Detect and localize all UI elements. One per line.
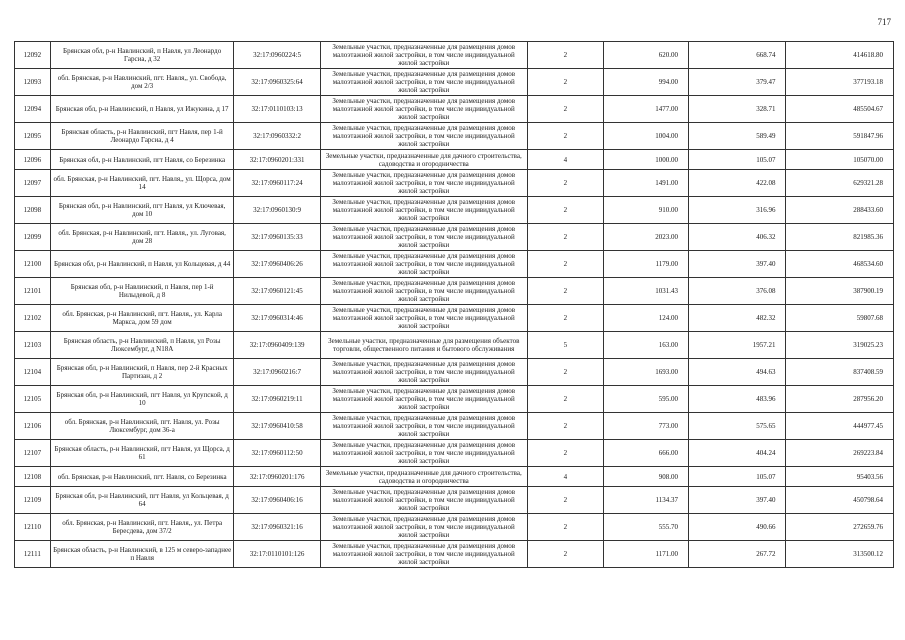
- table-row: [15, 251, 894, 278]
- land-use-cell: Земельные участки, предназначенные для размещения домов малоэтажной жилой застройки, в том числе индивидуальной жилой застройки: [320, 197, 527, 224]
- use-code-cell: 2: [527, 386, 603, 413]
- specific-value-cell: 105.07: [689, 467, 786, 487]
- area-cell: 124.00: [603, 305, 688, 332]
- address-cell: Брянская обл, р-н Навлинский, п Навля, пер 2-й Красных Партизан, д 2: [50, 359, 234, 386]
- cadastral-value-cell: 629321.28: [786, 170, 894, 197]
- parcel-id-cell: 12093: [15, 69, 51, 96]
- cadastral-value-cell: 591847.96: [786, 123, 894, 150]
- specific-value-cell: 422.08: [689, 170, 786, 197]
- land-use-cell: Земельные участки, предназначенные для размещения домов малоэтажной жилой застройки, в том числе индивидуальной жилой застройки: [320, 386, 527, 413]
- land-use-cell: Земельные участки, предназначенные для размещения домов малоэтажной жилой застройки, в том числе индивидуальной жилой застройки: [320, 487, 527, 514]
- cadastral-number-cell: 32:17:0960406:16: [234, 487, 320, 514]
- land-use-cell: Земельные участки, предназначенные для размещения домов малоэтажной жилой застройки, в том числе индивидуальной жилой застройки: [320, 123, 527, 150]
- land-use-cell: Земельные участки, предназначенные для размещения домов малоэтажной жилой застройки, в том числе индивидуальной жилой застройки: [320, 305, 527, 332]
- table-row: [15, 123, 894, 150]
- area-cell: 1134.37: [603, 487, 688, 514]
- table-row: [15, 386, 894, 413]
- parcel-id-cell: 12109: [15, 487, 51, 514]
- area-cell: 908.00: [603, 467, 688, 487]
- cadastral-value-cell: 319025.23: [786, 332, 894, 359]
- table-row: [15, 541, 894, 568]
- specific-value-cell: 494.63: [689, 359, 786, 386]
- parcel-id-cell: 12110: [15, 514, 51, 541]
- cadastral-number-cell: 32:17:0960117:24: [234, 170, 320, 197]
- cadastral-value-cell: 837408.59: [786, 359, 894, 386]
- parcel-id-cell: 12106: [15, 413, 51, 440]
- land-use-cell: Земельные участки, предназначенные для дачного строительства, садоводства и огородничества: [320, 150, 527, 170]
- table-row: [15, 278, 894, 305]
- area-cell: 994.00: [603, 69, 688, 96]
- cadastral-number-cell: 32:17:0960224:5: [234, 42, 320, 69]
- specific-value-cell: 406.32: [689, 224, 786, 251]
- specific-value-cell: 1957.21: [689, 332, 786, 359]
- specific-value-cell: 404.24: [689, 440, 786, 467]
- area-cell: 1491.00: [603, 170, 688, 197]
- cadastral-value-cell: 414618.80: [786, 42, 894, 69]
- specific-value-cell: 397.40: [689, 487, 786, 514]
- land-use-cell: Земельные участки, предназначенные для размещения домов малоэтажной жилой застройки, в том числе индивидуальной жилой застройки: [320, 440, 527, 467]
- address-cell: Брянская обл, р-н Навлинский, пгт Навля, ул Кольцевая, д 64: [50, 487, 234, 514]
- use-code-cell: 2: [527, 170, 603, 197]
- address-cell: Брянская область, р-н Навлинский, пгт Навля, ул Щорса, д 61: [50, 440, 234, 467]
- use-code-cell: 2: [527, 413, 603, 440]
- parcel-id-cell: 12108: [15, 467, 51, 487]
- use-code-cell: 2: [527, 123, 603, 150]
- address-cell: Брянская область, р-н Навлинский, п Навля, ул Розы Люксембург, д N18А: [50, 332, 234, 359]
- use-code-cell: 2: [527, 359, 603, 386]
- table-row: [15, 514, 894, 541]
- area-cell: 910.00: [603, 197, 688, 224]
- cadastral-number-cell: 32:17:0960130:9: [234, 197, 320, 224]
- cadastral-number-cell: 32:17:0960325:64: [234, 69, 320, 96]
- address-cell: Брянская обл, р-н Навлинский, п Навля, пер 1-й Нилыдевой, д 8: [50, 278, 234, 305]
- specific-value-cell: 668.74: [689, 42, 786, 69]
- use-code-cell: 2: [527, 197, 603, 224]
- parcel-id-cell: 12094: [15, 96, 51, 123]
- cadastral-number-cell: 32:17:0110101:126: [234, 541, 320, 568]
- cadastral-number-cell: 32:17:0960332:2: [234, 123, 320, 150]
- cadastral-number-cell: 32:17:0960410:58: [234, 413, 320, 440]
- page-number: 717: [877, 17, 891, 27]
- use-code-cell: 5: [527, 332, 603, 359]
- use-code-cell: 4: [527, 150, 603, 170]
- cadastral-value-cell: 59807.68: [786, 305, 894, 332]
- use-code-cell: 2: [527, 42, 603, 69]
- use-code-cell: 2: [527, 440, 603, 467]
- parcel-id-cell: 12107: [15, 440, 51, 467]
- area-cell: 1031.43: [603, 278, 688, 305]
- parcel-id-cell: 12111: [15, 541, 51, 568]
- specific-value-cell: 490.66: [689, 514, 786, 541]
- specific-value-cell: 376.08: [689, 278, 786, 305]
- parcel-id-cell: 12105: [15, 386, 51, 413]
- table-row: [15, 224, 894, 251]
- land-use-cell: Земельные участки, предназначенные для размещения домов малоэтажной жилой застройки, в том числе индивидуальной жилой застройки: [320, 69, 527, 96]
- land-use-cell: Земельные участки, предназначенные для размещения домов малоэтажной жилой застройки, в том числе индивидуальной жилой застройки: [320, 359, 527, 386]
- land-use-cell: Земельные участки, предназначенные для размещения домов малоэтажной жилой застройки, в том числе индивидуальной жилой застройки: [320, 170, 527, 197]
- table-row: [15, 150, 894, 170]
- specific-value-cell: 575.65: [689, 413, 786, 440]
- address-cell: Брянская обл, р-н Навлинский, пгт Навля, ул Ключевая, дом 10: [50, 197, 234, 224]
- area-cell: 1004.00: [603, 123, 688, 150]
- use-code-cell: 2: [527, 224, 603, 251]
- address-cell: обл. Брянская, р-н Навлинский, пгт. Навля,, ул. Луговая, дом 28: [50, 224, 234, 251]
- cadastral-value-cell: 444977.45: [786, 413, 894, 440]
- land-use-cell: Земельные участки, предназначенные для размещения домов малоэтажной жилой застройки, в том числе индивидуальной жилой застройки: [320, 42, 527, 69]
- table-row: [15, 413, 894, 440]
- area-cell: 666.00: [603, 440, 688, 467]
- cadastral-value-cell: 468534.60: [786, 251, 894, 278]
- cadastral-number-cell: 32:17:0960219:11: [234, 386, 320, 413]
- use-code-cell: 2: [527, 69, 603, 96]
- cadastral-number-cell: 32:17:0110103:13: [234, 96, 320, 123]
- use-code-cell: 2: [527, 251, 603, 278]
- land-use-cell: Земельные участки, предназначенные для размещения домов малоэтажной жилой застройки, в том числе индивидуальной жилой застройки: [320, 224, 527, 251]
- land-use-cell: Земельные участки, предназначенные для размещения домов малоэтажной жилой застройки, в том числе индивидуальной жилой застройки: [320, 96, 527, 123]
- area-cell: 163.00: [603, 332, 688, 359]
- parcel-id-cell: 12092: [15, 42, 51, 69]
- cadastral-number-cell: 32:17:0960112:50: [234, 440, 320, 467]
- address-cell: Брянская обл, р-н Навлинский, пгт Навля, ул Крупской, д 10: [50, 386, 234, 413]
- cadastral-number-cell: 32:17:0960314:46: [234, 305, 320, 332]
- cadastral-number-cell: 32:17:0960121:45: [234, 278, 320, 305]
- area-cell: 1693.00: [603, 359, 688, 386]
- parcel-id-cell: 12099: [15, 224, 51, 251]
- specific-value-cell: 267.72: [689, 541, 786, 568]
- parcel-id-cell: 12096: [15, 150, 51, 170]
- table-row: [15, 96, 894, 123]
- parcel-id-cell: 12101: [15, 278, 51, 305]
- area-cell: 1477.00: [603, 96, 688, 123]
- cadastral-number-cell: 32:17:0960216:7: [234, 359, 320, 386]
- land-use-cell: Земельные участки, предназначенные для дачного строительства, садоводства и огородничества: [320, 467, 527, 487]
- cadastral-value-cell: 95403.56: [786, 467, 894, 487]
- address-cell: Брянская область, р-н Навлинский, в 125 м северо-западнее п Навля: [50, 541, 234, 568]
- address-cell: Брянская обл, р-н Навлинский, п Навля, ул Кольцевая, д 44: [50, 251, 234, 278]
- table-row: [15, 197, 894, 224]
- cadastral-number-cell: 32:17:0960406:26: [234, 251, 320, 278]
- parcel-id-cell: 12095: [15, 123, 51, 150]
- cadastral-value-cell: 105070.00: [786, 150, 894, 170]
- address-cell: Брянская обл, р-н Навлинский, пгт Навля, со Березинка: [50, 150, 234, 170]
- parcel-id-cell: 12097: [15, 170, 51, 197]
- use-code-cell: 2: [527, 305, 603, 332]
- use-code-cell: 4: [527, 467, 603, 487]
- address-cell: обл. Брянская, р-н Навлинский, пгт. Навля,, ул. Щорса, дом 14: [50, 170, 234, 197]
- cadastral-value-cell: 269223.84: [786, 440, 894, 467]
- area-cell: 1000.00: [603, 150, 688, 170]
- parcel-id-cell: 12102: [15, 305, 51, 332]
- table-row: [15, 305, 894, 332]
- cadastral-value-cell: 377193.18: [786, 69, 894, 96]
- address-cell: обл. Брянская, р-н Навлинский, пгт. Навля,, ул. Свобода, дом 2/3: [50, 69, 234, 96]
- specific-value-cell: 589.49: [689, 123, 786, 150]
- use-code-cell: 2: [527, 514, 603, 541]
- use-code-cell: 2: [527, 541, 603, 568]
- cadastral-number-cell: 32:17:0960135:33: [234, 224, 320, 251]
- specific-value-cell: 316.96: [689, 197, 786, 224]
- cadastral-number-cell: 32:17:0960409:139: [234, 332, 320, 359]
- parcel-id-cell: 12100: [15, 251, 51, 278]
- table-row: [15, 332, 894, 359]
- cadastral-value-cell: 287956.20: [786, 386, 894, 413]
- area-cell: 773.00: [603, 413, 688, 440]
- specific-value-cell: 328.71: [689, 96, 786, 123]
- use-code-cell: 2: [527, 96, 603, 123]
- land-use-cell: Земельные участки, предназначенные для размещения домов малоэтажной жилой застройки, в том числе индивидуальной жилой застройки: [320, 413, 527, 440]
- address-cell: Брянская область, р-н Навлинский, пгт Навля, пер 1-й Леонардо Гарсиа, д 4: [50, 123, 234, 150]
- land-use-cell: Земельные участки, предназначенные для размещения домов малоэтажной жилой застройки, в том числе индивидуальной жилой застройки: [320, 514, 527, 541]
- parcel-id-cell: 12104: [15, 359, 51, 386]
- land-use-cell: Земельные участки, предназначенные для размещения домов малоэтажной жилой застройки, в том числе индивидуальной жилой застройки: [320, 251, 527, 278]
- address-cell: обл. Брянская, р-н Навлинский, пгт. Навля, ул. Розы Люксембург, дом 36-а: [50, 413, 234, 440]
- table-row: [15, 359, 894, 386]
- area-cell: 1171.00: [603, 541, 688, 568]
- cadastral-value-cell: 821985.36: [786, 224, 894, 251]
- cadastral-value-cell: 387900.19: [786, 278, 894, 305]
- cadastral-number-cell: 32:17:0960321:16: [234, 514, 320, 541]
- area-cell: 620.00: [603, 42, 688, 69]
- land-registry-table: [14, 41, 894, 568]
- cadastral-value-cell: 313500.12: [786, 541, 894, 568]
- land-use-cell: Земельные участки, предназначенные для размещения объектов торговли, общественного питания и бытового обслуживания: [320, 332, 527, 359]
- address-cell: обл. Брянская, р-н Навлинский, пгт. Навля,, ул. Петра Бересдева, дом 37/2: [50, 514, 234, 541]
- table-row: [15, 440, 894, 467]
- table-row: [15, 42, 894, 69]
- specific-value-cell: 482.32: [689, 305, 786, 332]
- specific-value-cell: 105.07: [689, 150, 786, 170]
- area-cell: 555.70: [603, 514, 688, 541]
- address-cell: обл. Брянская, р-н Навлинский, пгт. Навля,, ул. Карла Маркса, дом 59 дом: [50, 305, 234, 332]
- address-cell: обл. Брянская, р-н Навлинский, пгт. Навля, со Березинка: [50, 467, 234, 487]
- parcel-id-cell: 12098: [15, 197, 51, 224]
- table-row: [15, 69, 894, 96]
- table-row: [15, 467, 894, 487]
- cadastral-number-cell: 32:17:0960201:331: [234, 150, 320, 170]
- specific-value-cell: 379.47: [689, 69, 786, 96]
- address-cell: Брянская обл, р-н Навлинский, п Навля, ул Ижукина, д 17: [50, 96, 234, 123]
- registry-body: [15, 42, 894, 568]
- cadastral-value-cell: 288433.60: [786, 197, 894, 224]
- land-use-cell: Земельные участки, предназначенные для размещения домов малоэтажной жилой застройки, в том числе индивидуальной жилой застройки: [320, 278, 527, 305]
- table-row: [15, 170, 894, 197]
- land-use-cell: Земельные участки, предназначенные для размещения домов малоэтажной жилой застройки, в том числе индивидуальной жилой застройки: [320, 541, 527, 568]
- area-cell: 595.00: [603, 386, 688, 413]
- cadastral-value-cell: 450798.64: [786, 487, 894, 514]
- parcel-id-cell: 12103: [15, 332, 51, 359]
- cadastral-value-cell: 272659.76: [786, 514, 894, 541]
- area-cell: 1179.00: [603, 251, 688, 278]
- specific-value-cell: 397.40: [689, 251, 786, 278]
- use-code-cell: 2: [527, 278, 603, 305]
- address-cell: Брянская обл, р-н Навлинский, п Навля, ул Леонардо Гарсиа, д 32: [50, 42, 234, 69]
- use-code-cell: 2: [527, 487, 603, 514]
- cadastral-number-cell: 32:17:0960201:176: [234, 467, 320, 487]
- table-row: [15, 487, 894, 514]
- cadastral-value-cell: 485504.67: [786, 96, 894, 123]
- specific-value-cell: 483.96: [689, 386, 786, 413]
- area-cell: 2023.00: [603, 224, 688, 251]
